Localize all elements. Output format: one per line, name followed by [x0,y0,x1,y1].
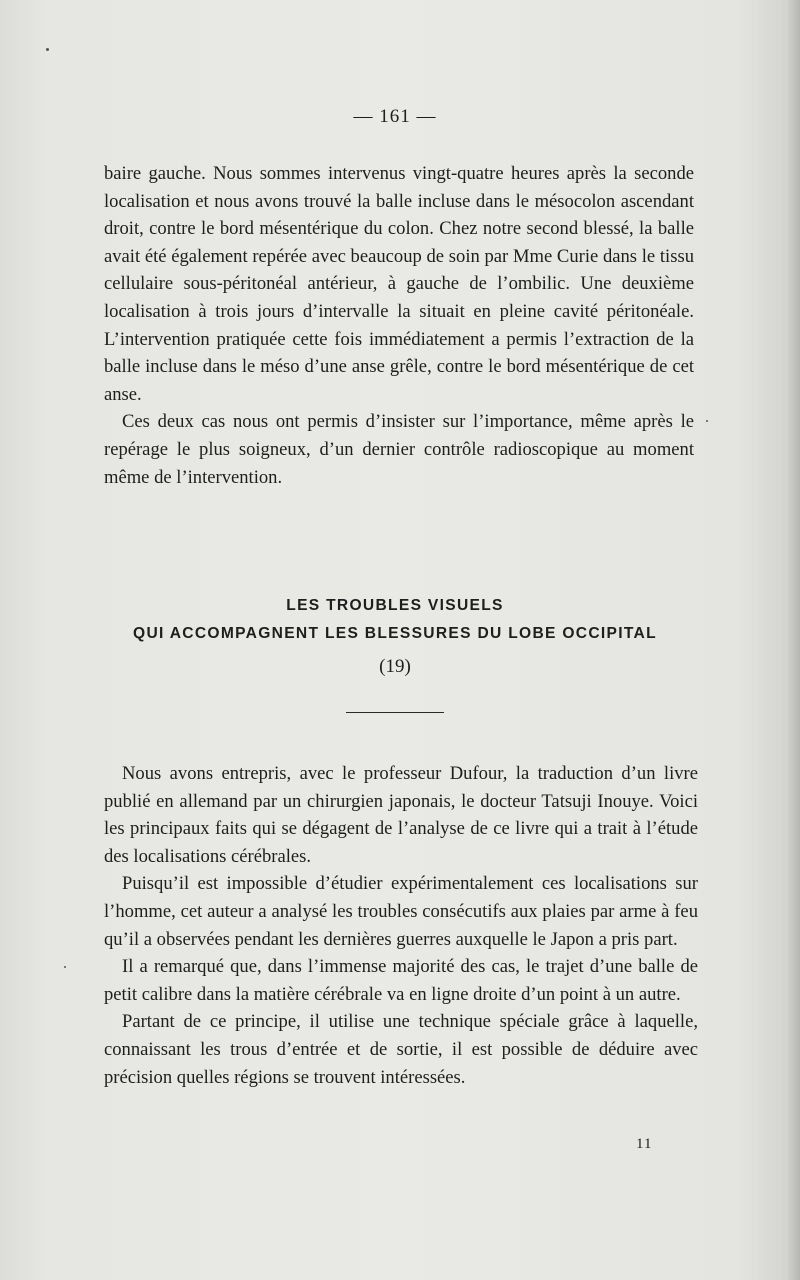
section-title-line-2: QUI ACCOMPAGNENT LES BLESSURES DU LOBE OCCIPITAL [133,625,657,642]
scan-speck [64,966,66,968]
scan-speck [706,420,708,422]
continued-text-block [104,160,694,491]
paragraph: Nous avons entrepris, avec le professeur Dufour, la traduction d’un livre publié en allemand par un chirurgien japonais, le docteur Tatsuji Inouye. Voici les principaux faits qui se dégagent de l’analyse de ce livre qui a trait à l’étude des localisations cérébrales. [104,763,698,867]
page-number: — 161 — [353,106,437,127]
paragraph: Partant de ce principe, il utilise une technique spéciale grâce à laquelle, connaissant les trous d’entrée et de sortie, il est possible de déduire avec précision quelles régions se trouvent intéressées. [104,1011,698,1088]
section-number: (19) [379,656,411,677]
paragraph: Ces deux cas nous ont permis d’insister sur l’importance, même après le repérage le plus soigneux, d’un dernier contrôle radioscopique au moment même de l’intervention. [104,411,694,488]
section-title-line-1: LES TROUBLES VISUELS [286,597,504,614]
paragraph: Il a remarqué que, dans l’immense majorité des cas, le trajet d’une balle de petit calibre dans la matière cérébrale va en ligne droite d’un point à un autre. [104,956,698,1005]
section-body [104,760,698,1091]
paragraph: Puisqu’il est impossible d’étudier expérimentalement ces localisations sur l’homme, cet auteur a analysé les troubles consécutifs aux plaies par arme à feu qu’il a observées pendant les dernières guerres auxquelle le Japon a pris part. [104,873,698,950]
section-divider [346,712,444,713]
paragraph: baire gauche. Nous sommes intervenus vingt-quatre heures après la seconde localisation et nous avons trouvé la balle incluse dans le mésocolon ascendant droit, contre le bord mésentérique du colon. Chez notre second blessé, la balle avait été également repérée avec beaucoup de soin par Mme Curie dans le tissu cellulaire sous-péritonéal antérieur, à gauche de l’ombilic. Une deuxième localisation à trois jours d’intervalle la situait en pleine cavité péritonéale. L’intervention pratiquée cette fois immédiatement a permis l’extraction de la balle incluse dans le méso d’une anse grêle, contre le bord mésentérique de cet anse. [104,163,694,405]
signature-mark: 11 [636,1136,653,1152]
scan-speck [46,48,49,51]
